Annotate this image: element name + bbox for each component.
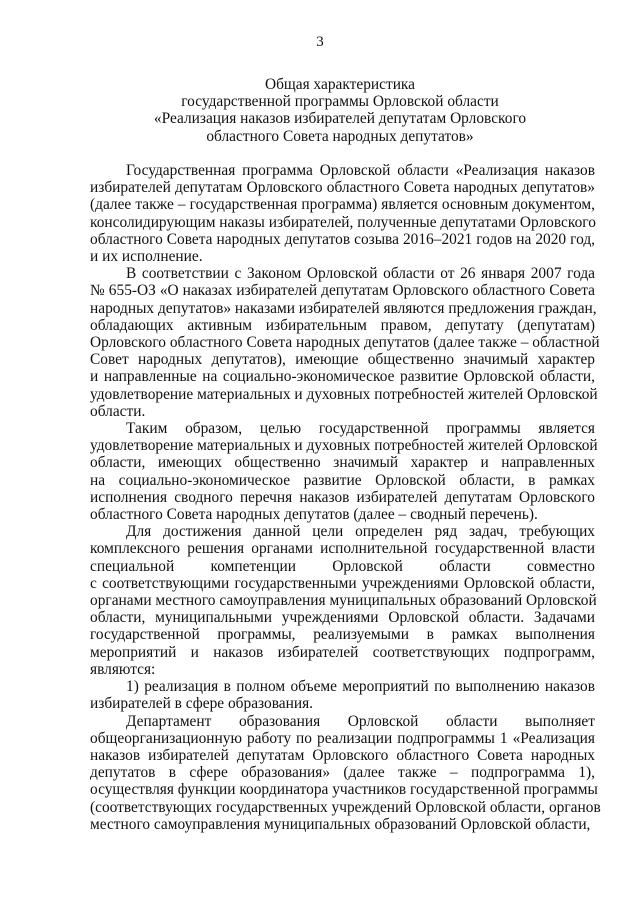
paragraph bbox=[90, 162, 595, 265]
paragraph-line: мероприятий и наказов избирателей соответствующих подпрограмм, bbox=[90, 643, 595, 661]
paragraph-line: на социально-экономическое развитие Орловской области, в рамках bbox=[90, 471, 595, 489]
heading-line: областного Совета народных депутатов» bbox=[206, 127, 474, 145]
paragraph-line: областного Совета народных депутатов (далее – сводный перечень). bbox=[90, 506, 538, 524]
page-number: 3 bbox=[316, 34, 324, 50]
paragraph bbox=[90, 523, 595, 678]
paragraph-line: Государственная программа Орловской области «Реализация наказов bbox=[126, 162, 595, 179]
heading-line: Общая характеристика bbox=[264, 76, 416, 93]
paragraph-line: областного Совета народных депутатов созыва 2016–2021 годов на 2020 год, bbox=[90, 230, 595, 248]
paragraph bbox=[90, 265, 600, 420]
paragraph-line: избирателей депутатам Орловского областного Совета народных депутатов» bbox=[90, 179, 595, 197]
paragraph-line: удовлетворение материальных и духовных потребностей жителей Орловской bbox=[90, 385, 598, 403]
paragraph-line: являются: bbox=[90, 660, 156, 678]
paragraph-line: области, имеющих общественно значимый характер и направленных bbox=[90, 454, 595, 472]
paragraph-line: области. bbox=[90, 402, 146, 420]
paragraph-line: и их исполнение. bbox=[90, 248, 203, 266]
paragraph-line: и направленные на социально-экономическое развитие Орловской области, bbox=[90, 368, 595, 386]
paragraph-line: консолидирующим наказы избирателей, полученные депутатами Орловского bbox=[90, 213, 596, 231]
paragraph-line: Совет народных депутатов), имеющие общественно значимый характер bbox=[90, 351, 595, 369]
paragraph-line: депутатов в сфере образования» (далее также – подпрограмма 1), bbox=[90, 764, 595, 782]
paragraph-line: с соответствующими государственными учреждениями Орловской области, bbox=[90, 574, 595, 592]
paragraph-line: области, муниципальными учреждениями Орловской области. Задачами bbox=[90, 609, 595, 627]
paragraph-line: комплексного решения органами исполнительной государственной власти bbox=[90, 540, 595, 558]
paragraph bbox=[90, 712, 601, 833]
heading-line: «Реализация наказов избирателей депутатам Орловского bbox=[153, 110, 527, 128]
paragraph-line: Для достижения данной цели определен ряд задач, требующих bbox=[126, 523, 595, 541]
paragraph-line: удовлетворение материальных и духовных потребностей жителей Орловской bbox=[90, 437, 598, 455]
paragraph bbox=[90, 420, 598, 524]
paragraph-line: 1) реализация в полном объеме мероприятий по выполнению наказов bbox=[126, 678, 595, 696]
paragraph-line: осуществляя функции координатора участников государственной программы bbox=[90, 781, 598, 799]
paragraph-line: местного самоуправления муниципальных образований Орловской области, bbox=[90, 815, 591, 833]
paragraph-line: (соответствующих государственных учреждений Орловской области, органов bbox=[90, 798, 601, 816]
paragraph-line: специальной компетенции Орловской области совместно bbox=[90, 557, 595, 575]
document-body bbox=[90, 162, 601, 833]
document-heading bbox=[60, 76, 620, 145]
paragraph-line: Департамент образования Орловской области выполняет bbox=[126, 712, 595, 730]
paragraph-line: общеорганизационную работу по реализации подпрограммы 1 «Реализация bbox=[90, 729, 595, 747]
paragraph bbox=[90, 678, 595, 712]
paragraph-line: Таким образом, целью государственной программы является bbox=[126, 420, 595, 438]
paragraph-line: наказов избирателей депутатам Орловского областного Совета народных bbox=[90, 746, 595, 764]
paragraph-line: № 655-ОЗ «О наказах избирателей депутатам Орловского областного Совета bbox=[90, 282, 595, 300]
paragraph-line: исполнения сводного перечня наказов избирателей депутатам Орловского bbox=[90, 488, 595, 506]
paragraph-line: государственной программы, реализуемыми в рамках выполнения bbox=[90, 626, 595, 644]
paragraph-line: народных депутатов» наказами избирателей являются предложения граждан, bbox=[90, 299, 597, 317]
paragraph-line: обладающих активным избирательным правом, депутату (депутатам) bbox=[90, 316, 595, 334]
paragraph-line: В соответствии с Законом Орловской области от 26 января 2007 года bbox=[126, 265, 595, 283]
heading-line: государственной программы Орловской области bbox=[181, 93, 499, 111]
paragraph-line: органами местного самоуправления муниципальных образований Орловской bbox=[90, 592, 597, 610]
paragraph-line: Орловского областного Совета народных депутатов (далее также – областной bbox=[90, 334, 600, 352]
paragraph-line: (далее также – государственная программа) является основным документом, bbox=[90, 196, 595, 214]
paragraph-line: избирателей в сфере образования. bbox=[90, 695, 314, 713]
